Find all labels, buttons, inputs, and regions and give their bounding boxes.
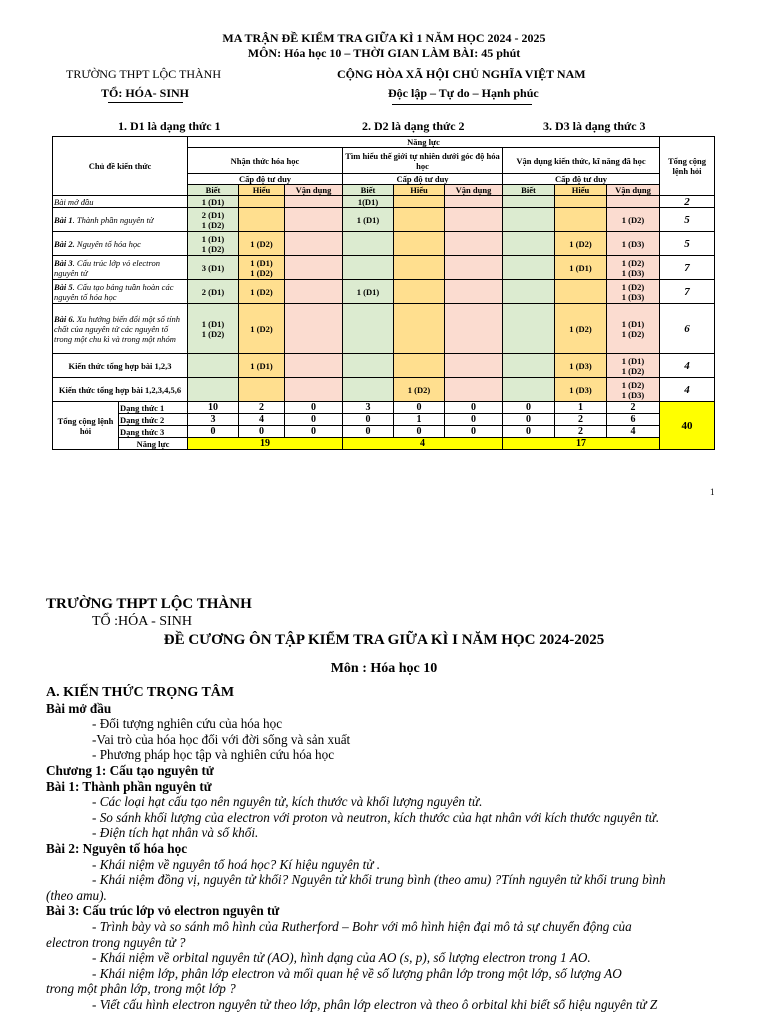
matrix-cell <box>445 208 503 232</box>
matrix-cell <box>285 280 343 304</box>
summary-cell: 0 <box>394 426 445 438</box>
summary-cell: 0 <box>445 414 503 426</box>
matrix-cell: 1 (D2) 1 (D3) <box>607 256 660 280</box>
row-total-cell: 7 <box>660 256 715 280</box>
row-total-cell: 6 <box>660 304 715 354</box>
matrix-cell: 1 (D1) <box>343 280 394 304</box>
summary-cell: 4 <box>607 426 660 438</box>
topic-lesson-name: Xu hướng biến đổi một số tính chất của nguyên tử các nguyên tố trong một chu kì và trong một nhóm <box>54 313 181 344</box>
outline-line: - Khái niệm đồng vị, nguyên tử khối? Nguyên tử khối trung bình (theo amu) ?Tính nguyên tử khối trung bình <box>92 872 666 888</box>
topic-cell <box>53 280 188 304</box>
underline-divider <box>108 102 183 103</box>
row-total-cell: 2 <box>660 196 715 208</box>
summary-cell: 2 <box>239 402 285 414</box>
matrix-cell <box>343 232 394 256</box>
competency-label: Năng lực <box>119 438 188 450</box>
topic-column-header: Chủ đề kiến thức <box>53 137 188 196</box>
form-legend-3: 3. D3 là dạng thức 3 <box>543 119 646 133</box>
matrix-cell: 1 (D1) 1 (D2) <box>607 304 660 354</box>
underline-divider <box>392 104 532 105</box>
row-total-cell: 4 <box>660 378 715 402</box>
outline-heading: Bài 1: Thành phần nguyên tử <box>46 778 212 794</box>
assessment-matrix-table <box>52 136 715 450</box>
page-number: 1 <box>710 487 715 497</box>
matrix-row <box>53 280 715 304</box>
summary-cell: 6 <box>607 414 660 426</box>
summary-cell: 0 <box>343 414 394 426</box>
outline-title: ĐỀ CƯƠNG ÔN TẬP KIỂM TRA GIỮA KÌ I NĂM HỌC 2024-2025 <box>163 632 605 648</box>
topic-lesson-name: . Cấu tạo bảng tuần hoàn các nguyên tố hóa học <box>54 281 174 302</box>
matrix-cell <box>445 232 503 256</box>
matrix-cell <box>555 280 607 304</box>
matrix-cell <box>503 256 555 280</box>
form-type-label: Dạng thức 2 <box>119 414 188 426</box>
matrix-cell <box>445 354 503 378</box>
summary-cell: 0 <box>285 414 343 426</box>
outline-school: TRƯỜNG THPT LỘC THÀNH <box>46 596 252 612</box>
outline-heading: Chương 1: Cấu tạo nguyên tử <box>46 762 214 778</box>
matrix-cell <box>285 378 343 402</box>
matrix-cell: 1 (D2) 1 (D3) <box>607 280 660 304</box>
matrix-cell <box>394 208 445 232</box>
outline-heading: Bài 2: Nguyên tố hóa học <box>46 840 188 856</box>
summary-cell: 0 <box>285 402 343 414</box>
matrix-cell <box>394 256 445 280</box>
topic-lesson-name: Nguyên tố hóa học <box>74 238 141 249</box>
matrix-cell: 2 (D1) 1 (D2) <box>188 208 239 232</box>
matrix-cell <box>285 256 343 280</box>
matrix-cell: 1 (D3) <box>555 378 607 402</box>
outline-line: - Trình bày và so sánh mô hình của Rutherford – Bohr với mô hình hiện đại mô tả sự chuyển động của <box>92 918 632 934</box>
matrix-cell <box>503 208 555 232</box>
summary-cell: 0 <box>343 426 394 438</box>
competency-total-cell: 17 <box>503 438 660 450</box>
matrix-row <box>53 256 715 280</box>
summary-cell: 0 <box>503 402 555 414</box>
topic-cell <box>53 304 188 354</box>
matrix-cell <box>503 232 555 256</box>
level-hieu-header: Hiểu <box>239 185 285 196</box>
summary-cell: 1 <box>394 414 445 426</box>
matrix-cell <box>343 378 394 402</box>
competency-header: Năng lực <box>188 137 660 148</box>
topic-cell: Kiến thức tổng hợp bài 1,2,3 <box>53 354 188 378</box>
topic-cell <box>53 196 188 208</box>
matrix-cell: 1 (D1) 1 (D2) <box>607 354 660 378</box>
matrix-cell <box>188 378 239 402</box>
group-header: Tìm hiểu thế giới tự nhiên dưới góc độ hóa học <box>343 148 503 174</box>
summary-cell: 0 <box>239 426 285 438</box>
matrix-cell <box>239 196 285 208</box>
row-total-cell: 5 <box>660 232 715 256</box>
outline-line: - So sánh khối lượng của electron với proton và neutron, kích thước của hạt nhân với kích thước nguyên tử. <box>92 809 660 825</box>
matrix-subtitle: MÔN: Hóa học 10 – THỜI GIAN LÀM BÀI: 45 phút <box>247 46 521 60</box>
summary-row <box>53 402 715 414</box>
matrix-cell: 1 (D2) <box>239 304 285 354</box>
outline-line: -Vai trò của hóa học đối với đời sống và sản xuất <box>92 731 351 747</box>
topic-lesson-name: . Thành phần nguyên tử <box>72 214 154 225</box>
outline-line: - Đối tượng nghiên cứu của hóa học <box>92 716 283 732</box>
outline-line: - Viết cấu hình electron nguyên tử theo lớp, phân lớp electron và theo ô orbital khi biết số hiệu nguyên tử Z <box>92 996 658 1012</box>
level-hieu-header: Hiểu <box>394 185 445 196</box>
topic-lesson-label: Bài 3 <box>54 257 73 268</box>
department-name: TỔ: HÓA- SINH <box>101 86 190 100</box>
summary-cell: 0 <box>445 402 503 414</box>
matrix-cell: 1 (D1) <box>188 196 239 208</box>
topic-lesson-label: Bài 5 <box>54 281 73 292</box>
summary-label: Tổng cộng lệnh hỏi <box>53 402 119 450</box>
matrix-cell: 1 (D2) <box>394 378 445 402</box>
matrix-cell: 1 (D3) <box>607 232 660 256</box>
matrix-cell <box>239 208 285 232</box>
summary-cell: 2 <box>555 426 607 438</box>
summary-row <box>53 426 715 438</box>
total-column-header: Tổng cộng lệnh hỏi <box>660 137 715 196</box>
matrix-row <box>53 354 715 378</box>
summary-cell: 0 <box>503 426 555 438</box>
matrix-cell: 1 (D2) <box>555 232 607 256</box>
level-biet-header: Biết <box>343 185 394 196</box>
summary-cell: 1 <box>555 402 607 414</box>
matrix-row <box>53 304 715 354</box>
topic-lesson-label: Bài 1 <box>54 214 73 225</box>
level-biet-header: Biết <box>503 185 555 196</box>
competency-total-cell: 4 <box>343 438 503 450</box>
summary-cell: 3 <box>188 414 239 426</box>
matrix-row <box>53 378 715 402</box>
level-vandung-header: Vận dụng <box>285 185 343 196</box>
outline-line: - Khái niệm lớp, phân lớp electron và mối quan hệ về số lượng phân lớp trong một lớp, số lượng AO <box>92 965 622 981</box>
matrix-cell <box>445 196 503 208</box>
form-type-label: Dạng thức 1 <box>119 402 188 414</box>
matrix-cell <box>394 196 445 208</box>
matrix-cell <box>285 354 343 378</box>
topic-lesson-label: Bài 6. <box>54 313 75 324</box>
matrix-cell: 1 (D2) <box>239 232 285 256</box>
summary-cell: 4 <box>239 414 285 426</box>
matrix-cell <box>445 378 503 402</box>
matrix-row <box>53 196 715 208</box>
group-header: Vận dụng kiến thức, kĩ năng đã học <box>503 148 660 174</box>
matrix-cell: 3 (D1) <box>188 256 239 280</box>
matrix-row <box>53 232 715 256</box>
matrix-cell <box>503 304 555 354</box>
level-header: Cấp độ tư duy <box>188 174 343 185</box>
summary-cell: 3 <box>343 402 394 414</box>
outline-line: (theo amu). <box>46 887 107 903</box>
level-biet-header: Biết <box>188 185 239 196</box>
summary-cell: 0 <box>503 414 555 426</box>
summary-row <box>53 414 715 426</box>
section-heading: A. KIẾN THỨC TRỌNG TÂM <box>46 685 235 700</box>
matrix-cell <box>503 280 555 304</box>
topic-lesson-name: Bài mở đầu <box>54 196 94 207</box>
outline-line: - Các loại hạt cấu tạo nên nguyên tử, kích thước và khối lượng nguyên tử. <box>92 794 483 810</box>
form-legend-2: 2. D2 là dạng thức 2 <box>362 119 465 133</box>
matrix-cell <box>343 256 394 280</box>
matrix-cell: 1 (D1) <box>555 256 607 280</box>
matrix-cell <box>285 304 343 354</box>
matrix-cell <box>343 304 394 354</box>
matrix-cell <box>607 196 660 208</box>
topic-lesson-name: . Cấu trúc lớp vỏ electron nguyên tử <box>54 257 160 278</box>
summary-cell: 0 <box>285 426 343 438</box>
outline-department: TỔ :HÓA - SINH <box>92 614 192 629</box>
outline-line: - Khái niệm về orbital nguyên tử (AO), hình dạng của AO (s, p), số lượng electron trong 1 AO. <box>92 950 591 966</box>
row-total-cell: 4 <box>660 354 715 378</box>
matrix-cell <box>285 232 343 256</box>
matrix-cell <box>445 304 503 354</box>
outline-line: - Điện tích hạt nhân và số khối. <box>92 825 259 841</box>
topic-cell: Kiến thức tổng hợp bài 1,2,3,4,5,6 <box>53 378 188 402</box>
matrix-cell: 1 (D2) <box>607 208 660 232</box>
matrix-cell <box>285 208 343 232</box>
summary-cell: 0 <box>445 426 503 438</box>
topic-cell <box>53 232 188 256</box>
matrix-cell <box>445 280 503 304</box>
matrix-cell: 1 (D1) <box>343 208 394 232</box>
topic-cell <box>53 208 188 232</box>
competency-total-row <box>53 438 715 450</box>
matrix-cell <box>503 378 555 402</box>
level-hieu-header: Hiểu <box>555 185 607 196</box>
matrix-cell <box>239 378 285 402</box>
matrix-cell <box>285 196 343 208</box>
matrix-cell <box>188 354 239 378</box>
matrix-cell <box>445 256 503 280</box>
summary-cell: 10 <box>188 402 239 414</box>
matrix-cell: 1 (D2) <box>239 280 285 304</box>
topic-lesson-label: Bài 2. <box>54 238 75 249</box>
country-name: CỘNG HÒA XÃ HỘI CHỦ NGHĨA VIỆT NAM <box>337 67 586 81</box>
competency-total-cell: 19 <box>188 438 343 450</box>
summary-cell: 0 <box>394 402 445 414</box>
matrix-cell: 1 (D1) 1 (D2) <box>188 304 239 354</box>
matrix-cell <box>503 196 555 208</box>
matrix-title: MA TRẬN ĐỀ KIỂM TRA GIỮA KÌ 1 NĂM HỌC 2024 - 2025 <box>222 31 546 45</box>
row-total-cell: 7 <box>660 280 715 304</box>
topic-cell <box>53 256 188 280</box>
matrix-cell: 1 (D2) 1 (D3) <box>607 378 660 402</box>
matrix-cell: 1 (D1) <box>239 354 285 378</box>
outline-line: trong một phân lớp, trong một lớp ? <box>46 981 236 997</box>
summary-cell: 2 <box>555 414 607 426</box>
summary-cell: 0 <box>188 426 239 438</box>
level-header: Cấp độ tư duy <box>503 174 660 185</box>
school-name: TRƯỜNG THPT LỘC THÀNH <box>66 67 221 81</box>
level-vandung-header: Vận dụng <box>607 185 660 196</box>
outline-line: - Phương pháp học tập và nghiên cứu hóa học <box>92 747 335 763</box>
level-vandung-header: Vận dụng <box>445 185 503 196</box>
form-type-label: Dạng thức 3 <box>119 426 188 438</box>
matrix-cell <box>555 208 607 232</box>
matrix-cell: 1 (D3) <box>555 354 607 378</box>
row-total-cell: 5 <box>660 208 715 232</box>
grand-total-cell: 40 <box>660 402 715 450</box>
matrix-cell <box>503 354 555 378</box>
matrix-row <box>53 208 715 232</box>
matrix-cell: 1(D1) <box>343 196 394 208</box>
outline-heading: Bài mở đầu <box>46 700 112 716</box>
outline-body <box>46 685 726 1012</box>
matrix-cell <box>555 196 607 208</box>
matrix-cell <box>394 280 445 304</box>
matrix-cell: 1 (D1) 1 (D2) <box>188 232 239 256</box>
matrix-cell <box>394 232 445 256</box>
outline-line: - Khái niệm về nguyên tố hoá học? Kí hiệu nguyên tử . <box>92 856 381 872</box>
matrix-cell: 1 (D2) <box>555 304 607 354</box>
outline-line: electron trong nguyên tử ? <box>46 934 186 950</box>
summary-cell: 2 <box>607 402 660 414</box>
outline-subject: Môn : Hóa học 10 <box>330 661 438 676</box>
matrix-cell <box>394 354 445 378</box>
group-header: Nhận thức hóa học <box>188 148 343 174</box>
level-header: Cấp độ tư duy <box>343 174 503 185</box>
national-motto: Độc lập – Tự do – Hạnh phúc <box>388 86 539 100</box>
form-legend-1: 1. D1 là dạng thức 1 <box>118 119 221 133</box>
matrix-cell: 1 (D1) 1 (D2) <box>239 256 285 280</box>
matrix-cell <box>343 354 394 378</box>
matrix-cell <box>394 304 445 354</box>
matrix-cell: 2 (D1) <box>188 280 239 304</box>
outline-heading: Bài 3: Cấu trúc lớp vỏ electron nguyên tử <box>46 903 280 919</box>
